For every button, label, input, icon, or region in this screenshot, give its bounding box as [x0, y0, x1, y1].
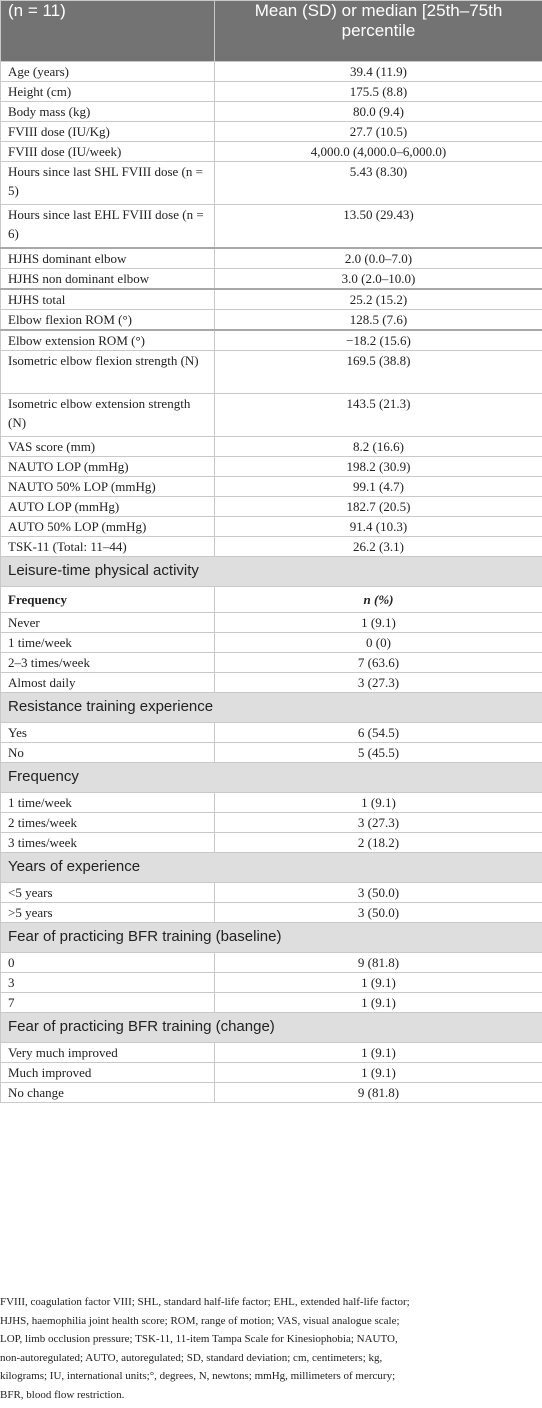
row-label: Hours since last SHL FVIII dose (n = 5): [1, 162, 215, 205]
row-value: 5 (45.5): [215, 743, 542, 763]
row-label: FVIII dose (IU/week): [1, 142, 215, 162]
row-value: 9 (81.8): [215, 953, 542, 973]
row-value: 5.43 (8.30): [215, 162, 542, 205]
footnote-line: non-autoregulated; AUTO, autoregulated; SD, standard deviation; cm, centimeters; kg,: [0, 1351, 383, 1364]
row-value: 175.5 (8.8): [215, 82, 542, 102]
row-label: HJHS dominant elbow: [1, 248, 215, 269]
table-row: [1, 903, 542, 923]
subheader-value: [215, 587, 542, 613]
row-value: 0 (0): [215, 633, 542, 653]
row-label: Age (years): [1, 62, 215, 82]
row-label: NAUTO LOP (mmHg): [1, 457, 215, 477]
row-label: Body mass (kg): [1, 102, 215, 122]
table-row: [1, 62, 542, 82]
row-value: 143.5 (21.3): [215, 394, 542, 437]
row-label: Isometric elbow extension strength (N): [1, 394, 215, 437]
table-row: [1, 457, 542, 477]
table-row: [1, 633, 542, 653]
footnote-line: HJHS, haemophilia joint health score; ROM, range of motion; VAS, visual analogue scale;: [0, 1314, 400, 1327]
table-row: [1, 248, 542, 269]
row-label: 7: [1, 993, 215, 1013]
table-row: [1, 289, 542, 310]
row-value: 3 (27.3): [215, 673, 542, 693]
section-title: Fear of practicing BFR training (baseline): [1, 923, 542, 953]
section-header-fear-baseline: [1, 923, 542, 953]
table-row: [1, 269, 542, 290]
row-label: <5 years: [1, 883, 215, 903]
row-value: 91.4 (10.3): [215, 517, 542, 537]
row-value: 27.7 (10.5): [215, 122, 542, 142]
table-row: [1, 330, 542, 351]
row-label: Elbow flexion ROM (°): [1, 310, 215, 331]
section-header-frequency: [1, 763, 542, 793]
table-row: [1, 993, 542, 1013]
table-row: [1, 205, 542, 249]
row-label: Elbow extension ROM (°): [1, 330, 215, 351]
subheader-label: Frequency: [1, 587, 215, 613]
row-label: 0: [1, 953, 215, 973]
row-label: Yes: [1, 723, 215, 743]
table-row: [1, 122, 542, 142]
table-row: [1, 613, 542, 633]
row-label: 3: [1, 973, 215, 993]
row-value: 182.7 (20.5): [215, 497, 542, 517]
row-value: 4,000.0 (4,000.0–6,000.0): [215, 142, 542, 162]
row-value: 198.2 (30.9): [215, 457, 542, 477]
table-row: [1, 517, 542, 537]
header-statistic: Mean (SD) or median [25th–75th percentile: [215, 1, 542, 62]
row-label: AUTO LOP (mmHg): [1, 497, 215, 517]
row-label: Very much improved: [1, 1043, 215, 1063]
row-label: 1 time/week: [1, 633, 215, 653]
row-label: 1 time/week: [1, 793, 215, 813]
row-value: 26.2 (3.1): [215, 537, 542, 557]
section-title: Leisure-time physical activity: [1, 557, 542, 587]
row-value: 7 (63.6): [215, 653, 542, 673]
row-value: 80.0 (9.4): [215, 102, 542, 122]
row-label: NAUTO 50% LOP (mmHg): [1, 477, 215, 497]
row-value: 1 (9.1): [215, 793, 542, 813]
row-value: 8.2 (16.6): [215, 437, 542, 457]
row-value: 1 (9.1): [215, 1063, 542, 1083]
row-label: 2 times/week: [1, 813, 215, 833]
table-row: [1, 537, 542, 557]
row-label: FVIII dose (IU/Kg): [1, 122, 215, 142]
section-title: Fear of practicing BFR training (change): [1, 1013, 542, 1043]
table-row: [1, 673, 542, 693]
row-label: HJHS non dominant elbow: [1, 269, 215, 290]
table-row: [1, 833, 542, 853]
row-value: 128.5 (7.6): [215, 310, 542, 331]
row-value: 1 (9.1): [215, 993, 542, 1013]
row-value: 1 (9.1): [215, 1043, 542, 1063]
section-header-fear-change: [1, 1013, 542, 1043]
row-label: No change: [1, 1083, 215, 1103]
row-value: 9 (81.8): [215, 1083, 542, 1103]
row-label: HJHS total: [1, 289, 215, 310]
table-row: [1, 142, 542, 162]
row-label: Isometric elbow flexion strength (N): [1, 351, 215, 394]
section-title: Years of experience: [1, 853, 542, 883]
row-value: 1 (9.1): [215, 973, 542, 993]
row-label: Hours since last EHL FVIII dose (n = 6): [1, 205, 215, 249]
row-label: No: [1, 743, 215, 763]
table-row: [1, 1083, 542, 1103]
subheader-row: [1, 587, 542, 613]
table-row: [1, 477, 542, 497]
row-label: AUTO 50% LOP (mmHg): [1, 517, 215, 537]
table-row: [1, 82, 542, 102]
section-header-years-experience: [1, 853, 542, 883]
table-row: [1, 102, 542, 122]
row-value: 25.2 (15.2): [215, 289, 542, 310]
row-value: −18.2 (15.6): [215, 330, 542, 351]
row-label: 3 times/week: [1, 833, 215, 853]
footnote-line: kilograms; IU, international units;°, degrees, N, newtons; mmHg, millimeters of mercury;: [0, 1370, 396, 1382]
row-value: 13.50 (29.43): [215, 205, 542, 249]
header-sample-size: (n = 11): [1, 1, 215, 62]
subheader-n-percent: n (%): [363, 592, 394, 607]
table-row: [1, 883, 542, 903]
section-title: Resistance training experience: [1, 693, 542, 723]
row-value: 39.4 (11.9): [215, 62, 542, 82]
table-row: [1, 1043, 542, 1063]
section-header-resistance-training: [1, 693, 542, 723]
section-title: Frequency: [1, 763, 542, 793]
row-label: >5 years: [1, 903, 215, 923]
table-row: [1, 953, 542, 973]
row-label: VAS score (mm): [1, 437, 215, 457]
row-value: 3 (50.0): [215, 883, 542, 903]
footnote-line: FVIII, coagulation factor VIII; SHL, standard half-life factor; EHL, extended half-life factor;: [0, 1296, 410, 1308]
table-row: [1, 162, 542, 205]
row-label: 2–3 times/week: [1, 653, 215, 673]
row-value: 2 (18.2): [215, 833, 542, 853]
table-row: [1, 1063, 542, 1083]
table-row: [1, 743, 542, 763]
row-label: Never: [1, 613, 215, 633]
table-footnote: [0, 1293, 542, 1404]
row-value: 3.0 (2.0–10.0): [215, 269, 542, 290]
table-row: [1, 653, 542, 673]
table-row: [1, 793, 542, 813]
row-value: 99.1 (4.7): [215, 477, 542, 497]
row-value: 6 (54.5): [215, 723, 542, 743]
table-row: [1, 813, 542, 833]
row-value: 3 (27.3): [215, 813, 542, 833]
row-label: Height (cm): [1, 82, 215, 102]
row-label: Much improved: [1, 1063, 215, 1083]
table-row: [1, 973, 542, 993]
table-row: [1, 351, 542, 394]
table-row: [1, 394, 542, 437]
row-value: 1 (9.1): [215, 613, 542, 633]
row-value: 169.5 (38.8): [215, 351, 542, 394]
table-row: [1, 497, 542, 517]
row-label: TSK-11 (Total: 11–44): [1, 537, 215, 557]
section-header-leisure-activity: [1, 557, 542, 587]
footnote-line: BFR, blood flow restriction.: [0, 1388, 125, 1401]
table-header-row: [1, 1, 542, 62]
row-value: 3 (50.0): [215, 903, 542, 923]
table-row: [1, 723, 542, 743]
table-row: [1, 437, 542, 457]
table-row: [1, 310, 542, 331]
row-value: 2.0 (0.0–7.0): [215, 248, 542, 269]
row-label: Almost daily: [1, 673, 215, 693]
footnote-line: LOP, limb occlusion pressure; TSK-11, 11-item Tampa Scale for Kinesiophobia; NAUTO,: [0, 1333, 398, 1345]
